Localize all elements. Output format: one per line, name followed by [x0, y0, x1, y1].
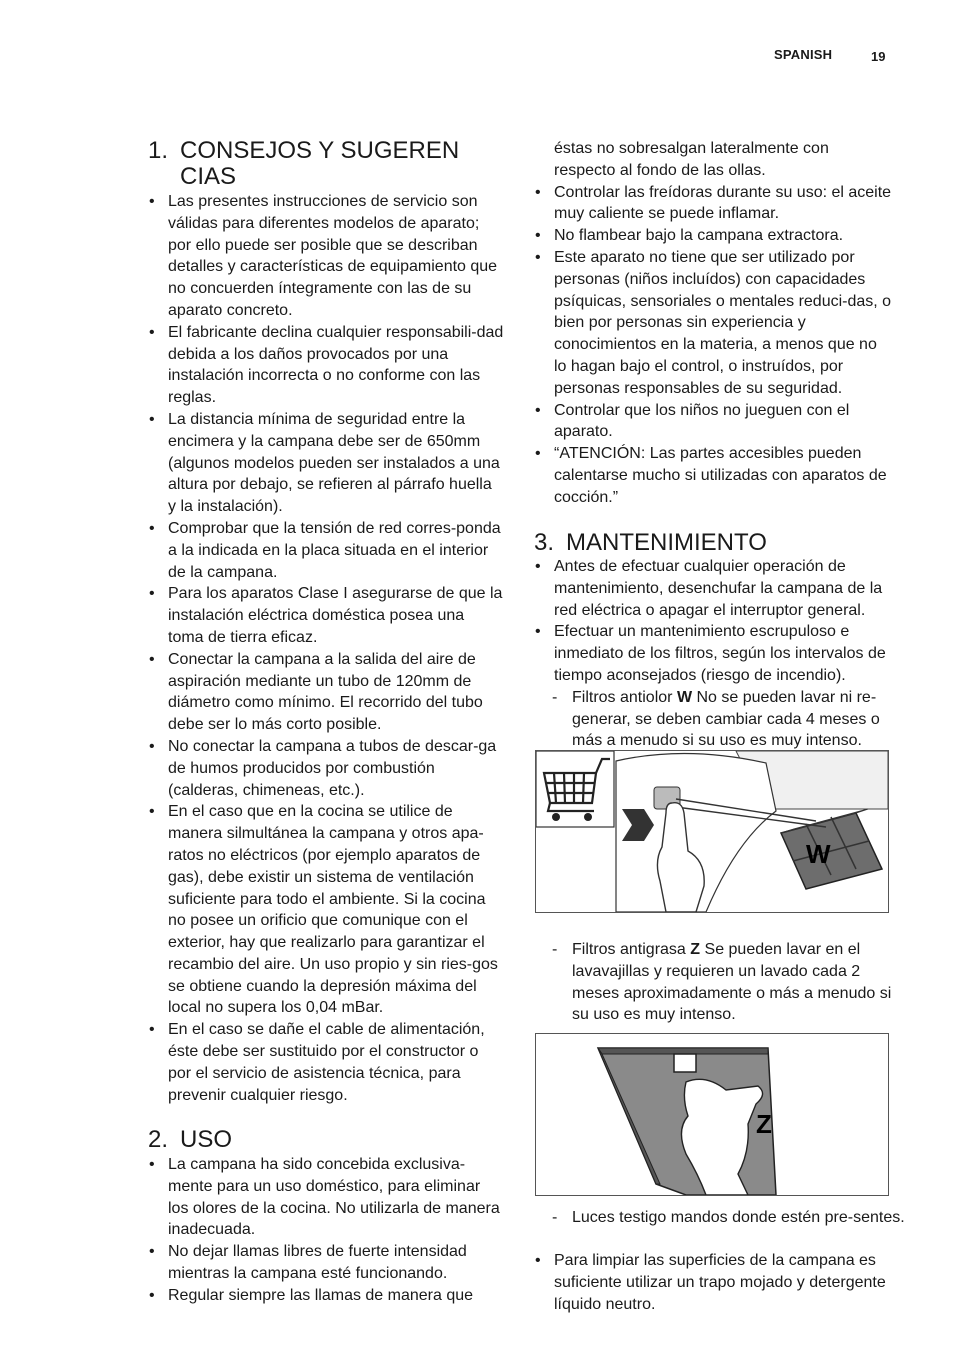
section-2-list [148, 1154, 504, 1307]
filter-frame-top [598, 1048, 768, 1054]
header-language: SPANISH [774, 47, 833, 62]
list-item: • El fabricante declina cualquier responsabili-dad debida a los daños provocados por una instalación incorrecta o no conforme con las reglas. [148, 322, 504, 409]
list-item: • Las presentes instrucciones de servicio son válidas para diferentes modelos de aparato; por ello puede ser posible que se describan detalles y características de equipamiento que no concuerden íntegramente con las de su aparato concreto. [148, 191, 504, 322]
figure-grease-filter [535, 1033, 889, 1196]
list-item: • En el caso que en la cocina se utilice de manera silmultánea la campana y otros apa-ratos no eléctricos (por ejemplo aparatos de gas), debe existir un sistema de ventilación suficiente para todo el ambiente. Si la cocina no posee un orificio que comunique con el exterior, hay que realizarlo para garantizar el recambio del aire. Un uso propio y sin ries-gos se obtiene cuando la depresión máxima del local no supera los 0,04 mBar. [148, 801, 504, 1019]
section-3-list-final [534, 1250, 892, 1315]
list-item: • Comprobar que la tensión de red corres-ponda a la indicada en la placa situada en el interior de la campana. [148, 518, 504, 583]
filter-key-w: W [676, 688, 693, 706]
filter-key-z: Z [690, 941, 701, 958]
list-item: • No flambear bajo la campana extractora. [534, 225, 892, 247]
section-1 [148, 138, 504, 1106]
dash-item: - Filtros antigrasa Z Se pueden lavar en el lavavajillas y requieren un lavado cada 2 meses aproximadamente o más a menudo si su uso es muy intenso. [552, 939, 910, 1026]
list-item: • Controlar que los niños no jueguen con el aparato. [534, 400, 892, 444]
cart-wheel-icon [584, 813, 592, 821]
list-item: • En el caso se dañe el cable de alimentación, éste debe ser sustituido por el constructor o por el servicio de asistencia técnica, para prevenir cualquier riesgo. [148, 1019, 504, 1106]
filter-z-note [534, 939, 910, 1026]
filter-handle [674, 1054, 696, 1072]
list-item: • Para los aparatos Clase I asegurarse de que la instalación eléctrica doméstica posea una toma de tierra eficaz. [148, 583, 504, 648]
list-item-continuation: éstas no sobresalgan lateralmente con respecto al fondo de las ollas. [554, 140, 829, 179]
dash-item: - Filtros antiolor W No se pueden lavar ni re-generar, se deben cambiar cada 4 meses o más a menudo si su uso es muy intenso. [552, 687, 892, 752]
list-item: • La distancia mínima de seguridad entre la encimera y la campana debe ser de 650mm (algunos modelos pueden ser instalados a una altura por debajo, se refieren al párrafo huella y la instalación). [148, 409, 504, 518]
list-item: • No conectar la campana a tubos de descar-ga de humos producidos por combustión (calderas, chimeneas, etc.). [148, 736, 504, 801]
section-2-heading [148, 1127, 504, 1153]
list-item: • Regular siempre las llamas de manera que [148, 1285, 504, 1307]
figure-odour-filter [535, 750, 889, 913]
list-item: • Efectuar un mantenimiento escrupuloso e inmediato de los filtros, según los intervalos de tiempo aconsejados (riesgo de incendio). [534, 621, 892, 686]
section-1-number: 1. [148, 137, 169, 164]
cart-wheel-icon [552, 813, 560, 821]
figure-1-label: W [806, 839, 831, 869]
list-item: • Conectar la campana a la salida del aire de aspiración mediante un tubo de 120mm de diámetro como mínimo. El recorrido del tubo debe ser lo más corto posible. [148, 649, 504, 736]
odour-filter-illustration [536, 751, 888, 912]
odour-filter-w [781, 813, 882, 889]
list-item: • La campana ha sido concebida exclusiva-mente para un uso doméstico, para eliminar los olores de la cocina. No utilizarla de manera inadecuada. [148, 1154, 504, 1241]
section-1-heading [148, 138, 504, 190]
filter-w-note [534, 687, 892, 752]
list-item: • Este aparato no tiene que ser utilizado por personas (niños incluídos) con capacidades psíquicas, sensoriales o mentales reduci-das, o bien por personas sin experiencia y conocimientos en la materia, a menos que no lo hagan bajo el control, o instruídos, por personas responsables de su seguridad. [534, 247, 892, 400]
indicator-lights-note [534, 1207, 910, 1229]
section-2-title: USO [180, 1126, 233, 1153]
section-2-list-continued [534, 138, 892, 509]
list-item: • Antes de efectuar cualquier operación de mantenimiento, desenchufar la campana de la red eléctrica o apagar el interruptor general. [534, 556, 892, 621]
figure-2-label: Z [756, 1109, 772, 1139]
section-1-title: CONSEJOS Y SUGEREN CIAS [180, 137, 460, 190]
section-3-title: MANTENIMIENTO [566, 529, 767, 556]
list-item: • “ATENCIÓN: Las partes accesibles pueden calentarse mucho si utilizadas con aparatos de cocción.” [534, 443, 892, 508]
section-1-list [148, 191, 504, 1106]
section-3-heading [534, 530, 892, 556]
section-2-number: 2. [148, 1126, 169, 1153]
list-item: • No dejar llamas libres de fuerte intensidad mientras la campana esté funcionando. [148, 1241, 504, 1285]
section-3-list [534, 556, 892, 687]
list-item: • Para limpiar las superficies de la campana es suficiente utilizar un trapo mojado y detergente líquido neutro. [534, 1250, 892, 1315]
list-item: • Controlar las freídoras durante su uso: el aceite muy caliente se puede inflamar. [534, 182, 892, 226]
grease-filter-illustration [536, 1034, 888, 1195]
section-3 [534, 530, 892, 752]
page-number: 19 [871, 49, 886, 64]
dash-item: - Luces testigo mandos donde estén pre-sentes. [552, 1207, 910, 1229]
section-2 [148, 1127, 504, 1307]
section-3-number: 3. [534, 529, 555, 556]
